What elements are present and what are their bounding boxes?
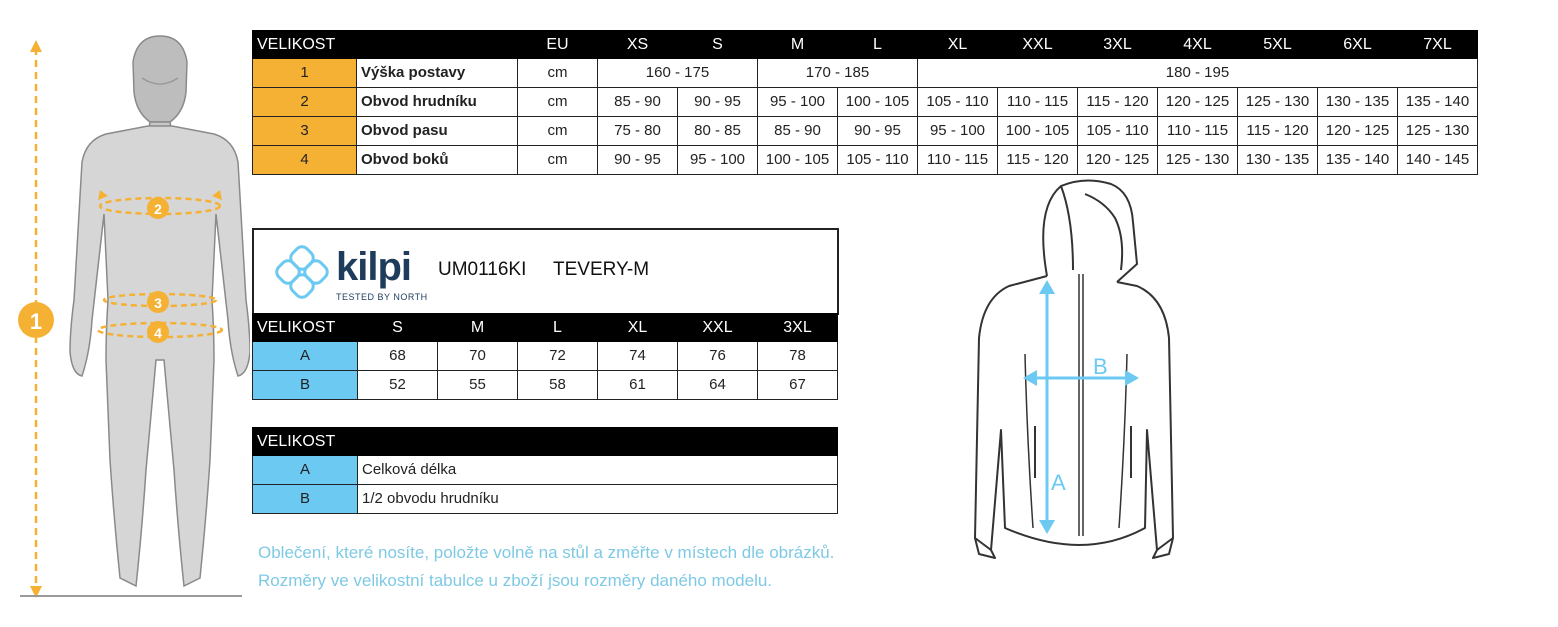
header-cell: XL [918,31,998,59]
header-cell: VELIKOST [253,314,358,342]
garment-size-table [252,313,838,400]
value-cell: 115 - 120 [1238,117,1318,146]
kilpi-knot-logo-icon [274,244,330,300]
value-cell: 70 [438,342,518,371]
value-cell: 110 - 115 [1158,117,1238,146]
value-cell: 76 [678,342,758,371]
value-cell: 74 [598,342,678,371]
value-cell: 105 - 110 [918,88,998,117]
table-row [253,371,838,400]
row-number: 3 [253,117,357,146]
value-cell: 95 - 100 [758,88,838,117]
header-cell: XS [598,31,678,59]
marker-3-label: 3 [154,295,162,311]
row-label: Obvod boků [357,146,518,175]
row-label: B [253,371,358,400]
table-row [253,117,1478,146]
value-cell: 55 [438,371,518,400]
value-cell: 125 - 130 [1158,146,1238,175]
value-cell: 110 - 115 [998,88,1078,117]
header-cell: 7XL [1398,31,1478,59]
product-name: TEVERY-M [553,259,650,280]
header-cell: L [518,314,598,342]
marker-4-icon [147,321,169,343]
table-row [253,485,838,514]
measurement-b-label: B [1093,354,1108,379]
value-cell: 85 - 90 [758,117,838,146]
value-cell: 140 - 145 [1398,146,1478,175]
header-cell: S [678,31,758,59]
marker-2-label: 2 [154,201,162,217]
body-measurement-figure [0,30,250,602]
legend-text: Celková délka [358,456,838,485]
model-size-note: Rozměry ve velikostní tabulce u zboží jsou rozměry daného modelu. [258,571,773,590]
header-cell: VELIKOST [253,428,838,456]
value-cell: 110 - 115 [918,146,998,175]
unit-cell: cm [518,88,598,117]
value-cell: 130 - 135 [1318,88,1398,117]
value-cell: 58 [518,371,598,400]
value-cell: 90 - 95 [838,117,918,146]
header-cell: XL [598,314,678,342]
header-cell: M [758,31,838,59]
row-label: Výška postavy [357,59,518,88]
header-cell: M [438,314,518,342]
value-cell: 68 [358,342,438,371]
value-cell: 180 - 195 [918,59,1478,88]
header-cell: 3XL [758,314,838,342]
value-cell: 130 - 135 [1238,146,1318,175]
header-cell: EU [518,31,598,59]
value-cell: 120 - 125 [1078,146,1158,175]
value-cell: 61 [598,371,678,400]
row-label: B [253,485,358,514]
header-cell: XXL [998,31,1078,59]
header-cell: XXL [678,314,758,342]
value-cell: 120 - 125 [1318,117,1398,146]
row-number: 1 [253,59,357,88]
row-label: A [253,456,358,485]
row-number: 4 [253,146,357,175]
product-code: UM0116KI [438,259,527,280]
value-cell: 72 [518,342,598,371]
garment-table-header [253,314,838,342]
value-cell: 135 - 140 [1318,146,1398,175]
row-number: 2 [253,88,357,117]
value-cell: 95 - 100 [678,146,758,175]
header-cell: 6XL [1318,31,1398,59]
table-row [253,59,1478,88]
table-row [253,88,1478,117]
size-table [252,30,1478,175]
brand-tagline: TESTED BY NORTH [336,292,428,302]
value-cell: 105 - 110 [1078,117,1158,146]
value-cell: 160 - 175 [598,59,758,88]
measurement-a-arrow-icon [1039,280,1055,534]
value-cell: 170 - 185 [758,59,918,88]
marker-2-icon [147,197,169,219]
value-cell: 115 - 120 [1078,88,1158,117]
value-cell: 100 - 105 [998,117,1078,146]
marker-1-icon [18,302,54,338]
value-cell: 90 - 95 [678,88,758,117]
value-cell: 95 - 100 [918,117,998,146]
value-cell: 120 - 125 [1158,88,1238,117]
header-cell: S [358,314,438,342]
unit-cell: cm [518,59,598,88]
measurement-b-arrow-icon [1023,370,1139,386]
row-label: Obvod hrudníku [357,88,518,117]
marker-3-icon [147,291,169,313]
value-cell: 100 - 105 [758,146,838,175]
jacket-outline-icon [975,180,1173,558]
header-cell: 5XL [1238,31,1318,59]
value-cell: 85 - 90 [598,88,678,117]
value-cell: 80 - 85 [678,117,758,146]
header-cell: VELIKOST [253,31,357,59]
value-cell: 100 - 105 [838,88,918,117]
value-cell: 115 - 120 [998,146,1078,175]
legend-text: 1/2 obvodu hrudníku [358,485,838,514]
value-cell: 135 - 140 [1398,88,1478,117]
jacket-figure [965,178,1205,573]
value-cell: 67 [758,371,838,400]
value-cell: 52 [358,371,438,400]
unit-cell: cm [518,117,598,146]
measuring-note: Oblečení, které nosíte, položte volně na stůl a změřte v místech dle obrázků. [258,543,835,562]
value-cell: 78 [758,342,838,371]
unit-cell: cm [518,146,598,175]
measurement-legend-table [252,427,838,514]
legend-table-header [253,428,838,456]
table-row [253,342,838,371]
row-label: A [253,342,358,371]
value-cell: 90 - 95 [598,146,678,175]
value-cell: 105 - 110 [838,146,918,175]
header-cell [357,31,518,59]
marker-1-label: 1 [29,309,43,334]
value-cell: 75 - 80 [598,117,678,146]
header-cell: 4XL [1158,31,1238,59]
table-row [253,146,1478,175]
size-table-header [253,31,1478,59]
value-cell: 125 - 130 [1398,117,1478,146]
table-row [253,456,838,485]
measurement-a-label: A [1051,470,1066,495]
row-label: Obvod pasu [357,117,518,146]
value-cell: 125 - 130 [1238,88,1318,117]
marker-4-label: 4 [154,325,162,341]
value-cell: 64 [678,371,758,400]
header-cell: L [838,31,918,59]
brand-name: kilpi [336,245,412,289]
header-cell: 3XL [1078,31,1158,59]
